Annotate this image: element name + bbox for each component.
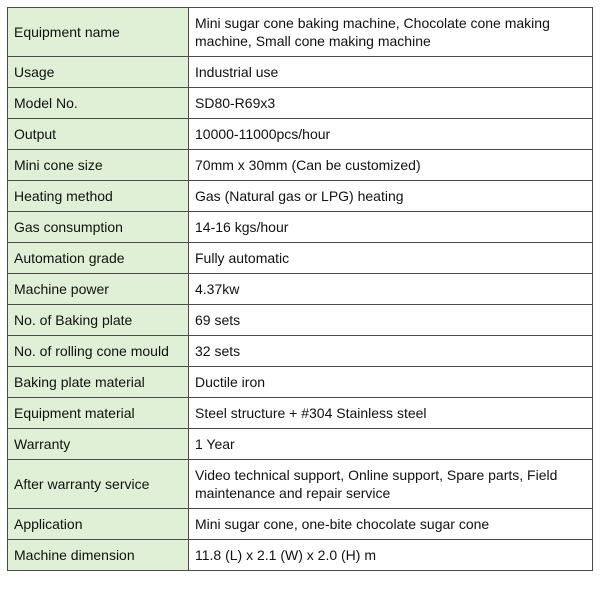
row-value: Mini sugar cone baking machine, Chocolate cone making machine, Small cone making machine [189, 8, 593, 57]
row-label: Machine power [8, 274, 189, 305]
table-row [8, 509, 593, 540]
row-value: Industrial use [189, 57, 593, 88]
table-row [8, 398, 593, 429]
row-label: Machine dimension [8, 540, 189, 571]
table-row [8, 429, 593, 460]
row-label: No. of rolling cone mould [8, 336, 189, 367]
table-row [8, 212, 593, 243]
row-label: Usage [8, 57, 189, 88]
table-row [8, 243, 593, 274]
table-row [8, 305, 593, 336]
row-value: Mini sugar cone, one-bite chocolate sugar cone [189, 509, 593, 540]
table-row [8, 540, 593, 571]
row-label: After warranty service [8, 460, 189, 509]
row-value: Steel structure + #304 Stainless steel [189, 398, 593, 429]
row-value: SD80-R69x3 [189, 88, 593, 119]
row-label: Gas consumption [8, 212, 189, 243]
spec-table-body [8, 8, 593, 571]
row-value: 69 sets [189, 305, 593, 336]
row-value: Gas (Natural gas or LPG) heating [189, 181, 593, 212]
row-label: Baking plate material [8, 367, 189, 398]
row-value: 10000-11000pcs/hour [189, 119, 593, 150]
row-label: Equipment name [8, 8, 189, 57]
row-label: Application [8, 509, 189, 540]
table-row [8, 150, 593, 181]
table-row [8, 367, 593, 398]
table-row [8, 460, 593, 509]
row-label: Equipment material [8, 398, 189, 429]
table-row [8, 8, 593, 57]
row-value: Ductile iron [189, 367, 593, 398]
row-label: Warranty [8, 429, 189, 460]
row-value: 1 Year [189, 429, 593, 460]
row-value: 11.8 (L) x 2.1 (W) x 2.0 (H) m [189, 540, 593, 571]
table-row [8, 181, 593, 212]
row-value: 14-16 kgs/hour [189, 212, 593, 243]
row-label: Mini cone size [8, 150, 189, 181]
row-label: Heating method [8, 181, 189, 212]
row-label: Output [8, 119, 189, 150]
row-value: Fully automatic [189, 243, 593, 274]
row-value: 4.37kw [189, 274, 593, 305]
table-row [8, 336, 593, 367]
table-row [8, 88, 593, 119]
row-value: Video technical support, Online support, Spare parts, Field maintenance and repair service [189, 460, 593, 509]
row-label: No. of Baking plate [8, 305, 189, 336]
row-value: 70mm x 30mm (Can be customized) [189, 150, 593, 181]
row-label: Model No. [8, 88, 189, 119]
row-value: 32 sets [189, 336, 593, 367]
table-row [8, 119, 593, 150]
spec-table [7, 7, 593, 571]
table-row [8, 57, 593, 88]
table-row [8, 274, 593, 305]
row-label: Automation grade [8, 243, 189, 274]
